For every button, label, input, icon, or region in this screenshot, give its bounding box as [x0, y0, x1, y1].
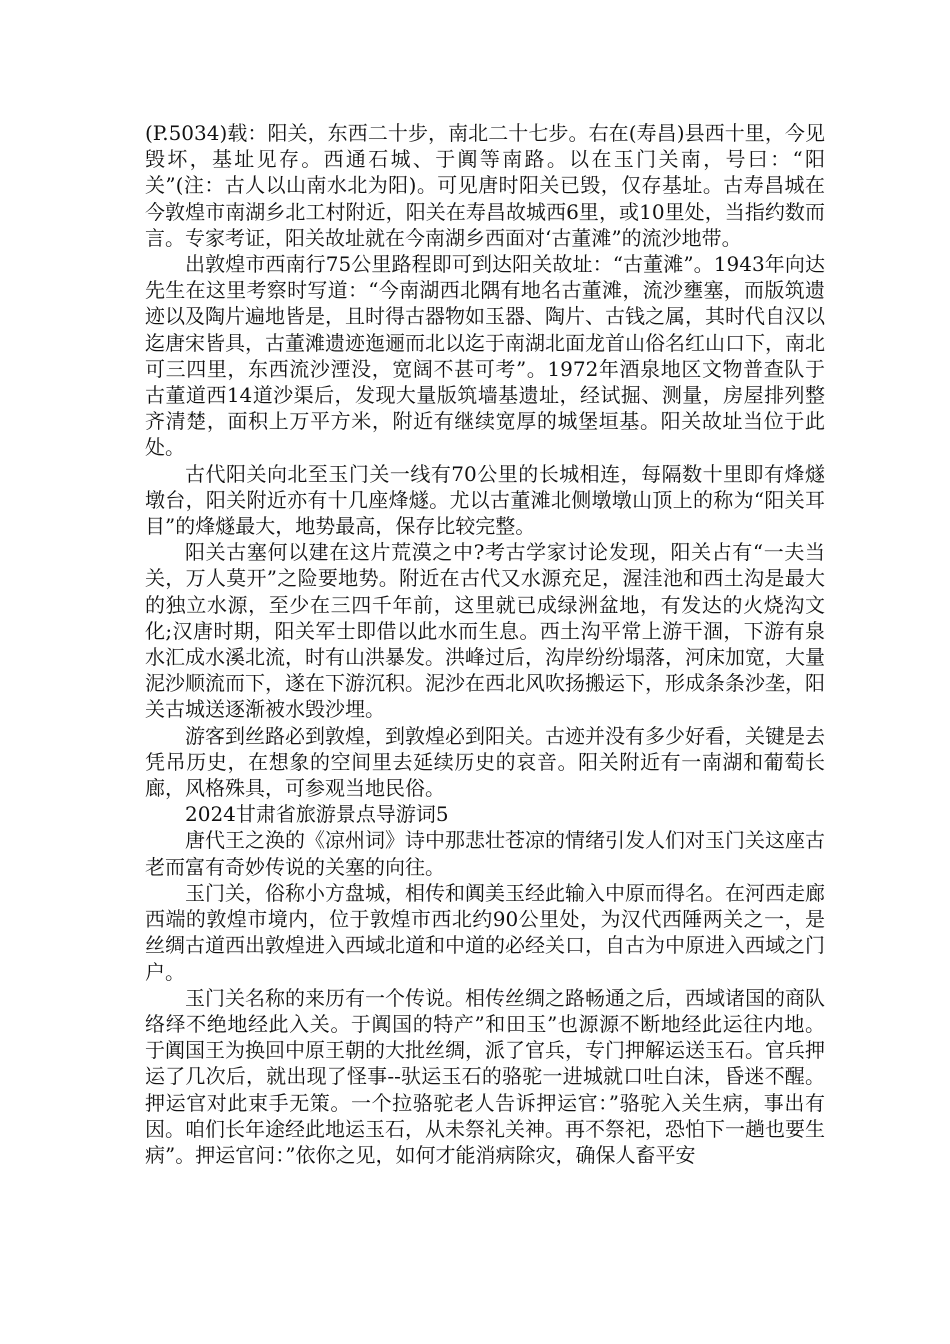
paragraph-great-wall-beacons: 古代阳关向北至玉门关一线有70公里的长城相连，每隔数十里即有烽燧墩台，阳关附近亦有十几座烽燧。尤以古董滩北侧墩墩山顶上的称为“阳关耳目”的烽燧最大，地势最高，保存比较完整。	[145, 461, 825, 539]
paragraph-yumenguan-intro: 玉门关，俗称小方盘城，相传和阗美玉经此输入中原而得名。在河西走廊西端的敦煌市境内，位于敦煌市西北约90公里处，为汉代西陲两关之一，是丝绸古道西出敦煌进入西域北道和中道的必经关口，自古为中原进入西域之门户。	[145, 880, 825, 984]
paragraph-gudongtan: 出敦煌市西南行75公里路程即可到达阳关故址：“古董滩”。1943年向达先生在这里考察时写道：“今南湖西北隅有地名古董滩，流沙壅塞，而版筑遗迹以及陶片遍地皆是，且时得古器物如玉器、陶片、古钱之属，其时代自汉以迄唐宋皆具，古董滩遗迹迤逦而北以迄于南湖北面龙首山俗名红山口下，南北可三四里，东西流沙湮没，宽阔不甚可考”。1972年酒泉地区文物普查队于古董道西14道沙渠后，发现大量版筑墙基遗址，经试掘、测量，房屋排列整齐清楚，面积上万平方米，附近有继续宽厚的城堡垣基。阳关故址当位于此处。	[145, 252, 825, 460]
paragraph-yangguan-record: (P.5034)载：阳关，东西二十步，南北二十七步。右在(寿昌)县西十里，今见毁坏，基址见存。西通石城、于阗等南路。以在玉门关南，号曰：“阳关”(注：古人以山南水北为阳)。可见唐时阳关已毁，仅存基址。古寿昌城在今敦煌市南湖乡北工村附近，阳关在寿昌故城西6里，或10里处，当指约数而言。专家考证，阳关故址就在今南湖乡西面对‘古董滩”的流沙地带。	[145, 121, 825, 250]
section-heading: 2024甘肃省旅游景点导游词5	[185, 802, 449, 827]
paragraph-yumenguan-legend: 玉门关名称的来历有一个传说。相传丝绸之路畅通之后，西域诸国的商队络绎不绝地经此入关。于阗国的特产”和田玉”也源源不断地经此运往内地。于阗国王为换回中原王朝的大批丝绸，派了官兵，专门押解运送玉石。官兵押运了几次后，就出现了怪事--驮运玉石的骆驼一进城就口吐白沫，昏迷不醒。押运官对此束手无策。一个拉骆驼老人告诉押运官：”骆驼入关生病，事出有因。咱们长年途经此地运玉石，从未祭礼关神。再不祭祀，恐怕下一趟也要生病”。押运官问：”依你之见，如何才能消病除灾，确保人畜平安	[145, 985, 825, 1167]
document-page	[145, 120, 825, 1168]
paragraph-tourists: 游客到丝路必到敦煌，到敦煌必到阳关。古迹并没有多少好看，关键是去凭吊历史，在想象的空间里去延续历史的哀音。阳关附近有一南湖和葡萄长廊，风格殊具，可参观当地民俗。	[145, 723, 825, 801]
paragraph-liangzhou-ci: 唐代王之涣的《凉州词》诗中那悲壮苍凉的情绪引发人们对玉门关这座古老而富有奇妙传说的关塞的向往。	[145, 828, 825, 879]
paragraph-why-built-here: 阳关古塞何以建在这片荒漠之中?考古学家讨论发现，阳关占有“一夫当关，万人莫开”之险要地势。附近在古代又水源充足，渥洼池和西土沟是最大的独立水源，至少在三四千年前，这里就已成绿洲盆地，有发达的火烧沟文化;汉唐时期，阳关军士即借以此水而生息。西土沟平常上游干涸，下游有泉水汇成水溪北流，时有山洪暴发。洪峰过后，沟岸纷纷塌落，河床加宽，大量泥沙顺流而下，遂在下游沉积。泥沙在西北风吹扬搬运下，形成条条沙垄，阳关古城送逐渐被水毁沙埋。	[145, 540, 825, 722]
